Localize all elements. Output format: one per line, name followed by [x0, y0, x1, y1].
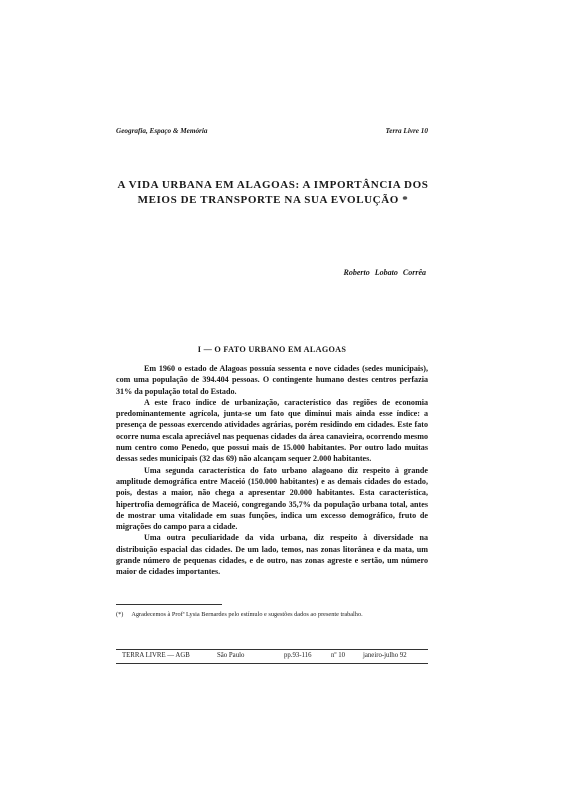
title-line-2: MEIOS DE TRANSPORTE NA SUA EVOLUÇÃO *: [137, 194, 409, 206]
footer-city: São Paulo: [217, 652, 245, 659]
footnote-divider: [116, 604, 222, 605]
footer-citation-bar: [116, 649, 428, 664]
footnote-text: Agradecemos à Profª Lysia Bernardes pelo estímulo e sugestões dados ao presente trabalho.: [131, 611, 363, 618]
paragraph: A este fraco índice de urbanização, característico das regiões de economia predominantemente agrícola, junta-se um fato que diminui mais ainda esse índice: a presença de pessoas exercendo atividades agrárias, porém residindo em cidades. Este fato ocorre numa escala apreciável nas pequenas cidades da área canavieira, ocorrendo mesmo num centro como Penedo, que possui mais de 15.000 habitantes. Por outro lado muitas dessas sedes municipais (32 das 69) não alcançam sequer 2.000 habitantes.: [116, 397, 428, 464]
article-title: [110, 178, 436, 208]
footer-journal: TERRA LIVRE — AGB: [122, 652, 190, 659]
footer-number: nº 10: [331, 652, 346, 659]
footer-date: janeiro-julho 92: [363, 652, 407, 659]
paragraph: Em 1960 o estado de Alagoas possuía sessenta e nove cidades (sedes municipais), com uma população de 394.404 pessoas. O contingente humano destes centros perfazia 31% da população total do Estado.: [116, 364, 428, 396]
footnote-marker: (*): [116, 611, 124, 618]
header-journal-issue: Terra Livre 10: [385, 127, 428, 135]
paragraph: Uma segunda característica do fato urbano alagoano diz respeito à grande amplitude demográfica entre Maceió (150.000 habitantes) e as demais cidades do estado, pois, destas a maior, não chega a apresentar 20.000 habitantes. Esta característica, hipertrofia demográfica de Maceió, congregando 35,7% da população urbana total, antes de mostrar uma vitalidade em suas funções, indica um excesso demográfico, fruto de migrações do campo para a cidade.: [116, 465, 428, 532]
paragraph: Uma outra peculiaridade da vida urbana, diz respeito à diversidade na distribuição espacial das cidades. De um lado, temos, nas zonas litorânea e da mata, um grande número de pequenas cidades, e de outro, nas zonas agreste e sertão, um número maior de cidades importantes.: [116, 533, 428, 577]
section-heading: I — O FATO URBANO EM ALAGOAS: [197, 345, 347, 354]
body-text: [116, 363, 428, 578]
header-series-title: Geografia, Espaço & Memória: [116, 127, 208, 135]
author-name: Roberto Lobato Corrêa: [343, 268, 426, 277]
footnote: [116, 611, 428, 618]
title-line-1: A VIDA URBANA EM ALAGOAS: A IMPORTÂNCIA DOS: [117, 179, 429, 191]
footer-pages: pp.93-116: [284, 652, 312, 659]
